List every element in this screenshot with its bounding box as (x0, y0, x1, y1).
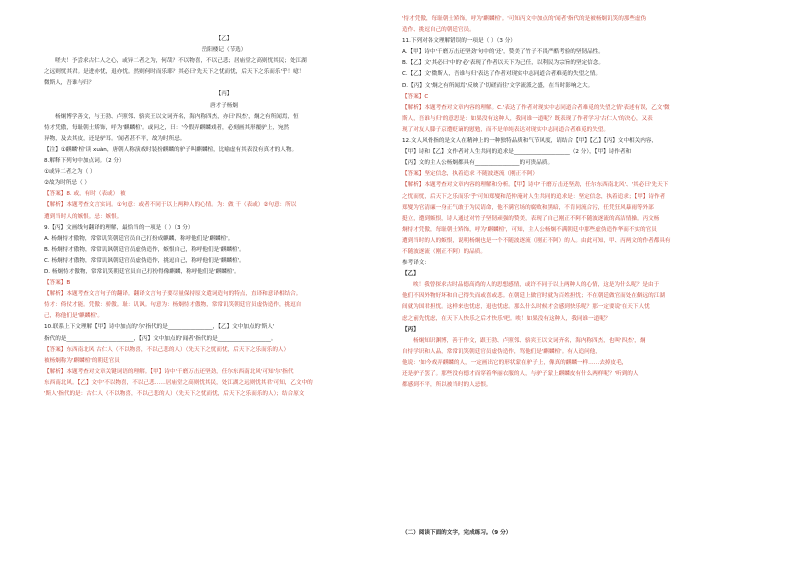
right-column-line: '恃才凭傲，每耻朝士矫饰，呼为'麒麟楦'。'可知丙文中加点的'闻者'指代的是被杨炯讥笑的那些虚伪 (402, 16, 647, 22)
right-column-line: 【解析】本题考查对文章内容的理解和分析。【甲】诗中'千磨万击还坚劲，任尔东西南北风'、'其必曰'先天下 (402, 182, 669, 189)
left-column-line: 遭到当时人的嫉恨。忌：嫉恨。 (44, 213, 123, 220)
left-column-line: 9.【丙】文画线句翻译的理解，最恰当的一项是（ ）（3 分） (44, 224, 194, 231)
left-column-line: 【乙】 (215, 36, 233, 42)
right-column-line: 11.下列对各文理解错误的一项是（ ）（3 分） (402, 38, 516, 45)
left-column-line: 东西南北风。【乙】文中'不以物喜，不以己悲……居庙堂之高则忧其民，处江湖之远则忧其君'可知，乙文中的 (44, 379, 313, 386)
left-column-line: 【答案】B (44, 280, 71, 287)
left-column-line: 恃才凭傲，每耻朝士矫饰，呼为'麒麟楦'。或问之，曰：'今假弄麒麟戏者，必刻画其形覆驴上，宛然 (44, 124, 290, 131)
left-column-line: 唐才子杨炯 (210, 102, 238, 109)
left-column-line: 之远则忧其君。是进亦忧，退亦忧。然则何时而乐耶？其必曰'先天下之忧而忧，后天下之乐而乐'乎！噫！ (44, 69, 305, 76)
left-column-line: 【解析】本题考查对文章关键词语的理解。【甲】诗中'千磨万击还坚劲，任尔东西南北风'可知'尔'指代 (44, 368, 294, 375)
right-column-line: 【甲】诗和【乙】文作者对人生共同的追求是____________________（2 分），【甲】诗作者和 (402, 149, 632, 156)
left-column (44, 34, 404, 400)
right-column-line: 间就为国君担忧。这样来也忧虑，退也忧虑。那么什么时候才会感到快乐呢？那一定要说'在天下人忧 (402, 304, 650, 311)
left-column-line: 【答案】东西南北风 古仁人（不以物喜，不以己悲的人）（先天下之忧而忧，后天下之乐而乐的人） (44, 346, 290, 353)
right-column-line: 12.文人风骨指的是文人在精神上的一种独特品质和气节风度，请结合【甲】【乙】【丙】文中相关内容， (402, 138, 658, 145)
right-column-line: 现了对友人滕子京遭贬谪的慰勉，而不是单纯表达对现实中志同道合者难觅的失望。 (402, 126, 609, 133)
left-column-line: 【答案】8. 或，有时（表或） 被 (44, 191, 126, 198)
right-column-line: 【丙】文的主人公杨炯都具有________________的可贵品质。 (402, 160, 554, 167)
right-column-line: A.【甲】诗中'千磨万击还坚劲'句中的'还'，赞美了竹子不畏严酷考验的坚韧品性。 (402, 49, 604, 56)
right-column-line: 参考译文： (402, 260, 430, 267)
left-column-line: 指代的是________________________，【丙】文中加点的'闻者'指代的是___________________。 (44, 335, 277, 342)
left-column-line: 【注】①麒麟'楦'读 xuàn，唐朝人称演戏时装扮麒麟的驴子叫麒麟楦，比喻虚有其表没有真才的人物。 (44, 146, 298, 153)
right-column-line: 杨炯知识渊博，善于作文，跟王勃、卢照邻、骆宾王以文词齐名，海内称四杰，也叫'四杰'，炯 (413, 337, 646, 344)
left-column-line: '斯人'指代的是：古仁人（不以物喜，不以己悲的人）（先天下之忧而忧，后天下之乐而乐的人）；结合原文 (44, 391, 305, 397)
right-column-line: 遭到当时的人的嫉恨，说明杨炯也是一个不随波逐流（刚正不阿）的人。由此可知，甲、丙两文的作者都具有 (402, 237, 671, 244)
right-column-line: 造作、挑逗自己的朝廷官员。 (402, 27, 475, 34)
right-column-line: 自恃学识和人品，常常讥笑朝廷官员虚伪造作，骂他们是'麒麟楦'。有人追问他， (402, 348, 601, 355)
right-column-line: 虑之前先忧虑，在天下人快乐之后才快乐'吧。唉！如果没有这种人，我同谁一道呢？ (402, 315, 611, 322)
right-column-line: 【丙】 (402, 326, 419, 333)
left-column-line: 杨炯博学善文，与王勃、卢照邻、骆宾王以文词齐名，海内称四杰，亦曰'四杰'，炯之有所闻焉，恒 (55, 113, 299, 120)
left-column-line: A. 杨炯恃才傲物，常常讥笑朝廷官员自己打扮成麒麟，称呼他们是'麒麟楦'。 (44, 235, 234, 242)
left-column-line: 【丙】 (215, 91, 233, 98)
right-column (402, 14, 762, 391)
right-column-line: 唉！我曾探求古时品德高尚的人的思想感情，或许不同于以上两种人的心情，这是为什么呢？是由于 (413, 282, 660, 289)
left-column-line: 微斯人，吾谁与归？ (44, 80, 95, 87)
right-column-line: 【答案】坚定信念，执着追求 不随波逐流（刚正不阿） (402, 171, 539, 178)
right-column-line: 【解析】本题考查对文章内容的理解。C.'表达了作者对现实中志同道合者难觅的失望之情'表述有误，乙文'微 (402, 104, 670, 111)
right-column-line: 都感到不平，所以被当时的人忌恨。 (402, 382, 492, 389)
left-column-line: 嗟夫！予尝求古仁人之心，或异二者之为，何哉？不以物喜，不以己悲；居庙堂之高则忧其民；处江湖 (55, 58, 307, 65)
left-column-line: 己，称他们是'麒麟楦'。 (44, 313, 104, 320)
left-column-line: 异物，及去其皮，还是驴耳。'闻者甚不平，故为时所忌。 (44, 135, 186, 142)
left-column-line: B. 杨炯恃才傲物，常常讥讽朝廷官员虚伪造作，嫉恨自己，称呼他们是'麒麟楦'。 (44, 246, 245, 253)
right-column-line: 还是驴子罢了。那些没有德才而穿着华丽衣服的人，与驴子蒙上麒麟皮有什么两样呢？'听到的人 (402, 371, 639, 377)
right-column-line: 郑燮为官清廉一身正气敢于为民请命，他不满官场的腐败和黑暗，不肯同流合污，任凭狂风暴雨等外部 (402, 204, 654, 211)
right-column-line: 【乙】 (402, 271, 419, 278)
right-column-line: D.【丙】文'炯之有所闻焉'反映了'切磋而往'文学流派之盛，在当时影响之大。 (402, 82, 594, 89)
right-column-line: C.【乙】文'微斯人，吾谁与归'表达了作者对现实中志同道合者难觅的失望之情。 (402, 71, 601, 78)
left-column-line: ①或异二者之为（ ） (44, 169, 96, 176)
right-column-line: 挺立，遭到嫉恨，诗人通过对竹子坚韧顽强的赞美，表现了自己刚正不阿不随波逐流的高洁情操。丙文杨 (402, 215, 660, 222)
right-column-line: 斯人，吾谁与归'的意思是：如果没有这种人，我同谁一道呢？既表现了作者学习'古仁人'的决心，又表 (402, 115, 653, 122)
right-column-line: 不随波逐流（刚正不阿）的品质。 (402, 248, 486, 255)
left-column-line: 岳阳楼记（节选） (201, 47, 247, 54)
right-column-line: B.【乙】文'其必曰'中的'必'表现了作者以天下为己任，以利民为宗旨的坚定信念。 (402, 60, 604, 67)
right-column-line: 之忧而忧，后天下之乐而乐'乎'可知郑燮和范仲淹对人生共同的追求是：坚定信念，执着追求；【甲】诗作者 (402, 193, 666, 200)
left-column-line: C. 杨炯恃才傲物，常常讥讽朝廷官员虚伪造作，挑逗自己，称呼他们是'麒麟楦'。 (44, 257, 245, 264)
left-column-line: ②故为时所忌（ ） (44, 180, 90, 187)
right-column-line: 【答案】C (402, 93, 429, 100)
left-column-line: 10.联系上下文理解【甲】诗中加点的'尔'指代的是________________，【乙】文中加点的'斯人' (44, 324, 275, 331)
left-column-line: 【解析】本题考查文言实词。①句意：或者不同于以上两种人的心情。为：做 干（表或）②句意：所以 (44, 202, 297, 209)
section-footer: （二）阅读下面的文字，完成练习。（9 分） (402, 530, 512, 536)
left-column-line: 被杨炯称为'麒麟楦'的朝廷官员 (44, 357, 120, 364)
right-column-line: 他们不因外物好坏和自己得失而或喜或悲。在朝廷上做官时就为百姓担忧；不在朝廷做官而处在僻远的江湖 (402, 293, 665, 300)
right-column-line: 炯恃才凭傲，每耻朝士矫饰，呼为'麒麟楦'，可知，主人公杨炯不满朝廷中那些虚伪造作华而不实的官员 (402, 226, 657, 233)
left-column-line: 8.解释下列句中加点词。（2 分） (44, 158, 125, 165)
left-column-line: D. 杨炯恃才傲物，常常讥笑朝廷官员自己打扮得像麒麟，称呼他们是'麒麟楦'。 (44, 268, 240, 275)
left-column-line: 【解析】本题考查文言句子的翻译。翻译文言句子要尽量保持原文遣词造句的特点，直译和意译相结合。 (44, 291, 302, 298)
right-column-line: 他说：'如今戏弄麒麟的人，一定画出它的形状蒙在驴子上，像真的麒麟一样……去掉皮毛， (402, 359, 628, 366)
left-column-line: 恃才：倚仗才能。凭傲：骄傲。耻：讥讽。句意为：杨炯恃才傲物，常常讥笑朝廷官员虚伪造作，挑逗自 (44, 302, 302, 309)
